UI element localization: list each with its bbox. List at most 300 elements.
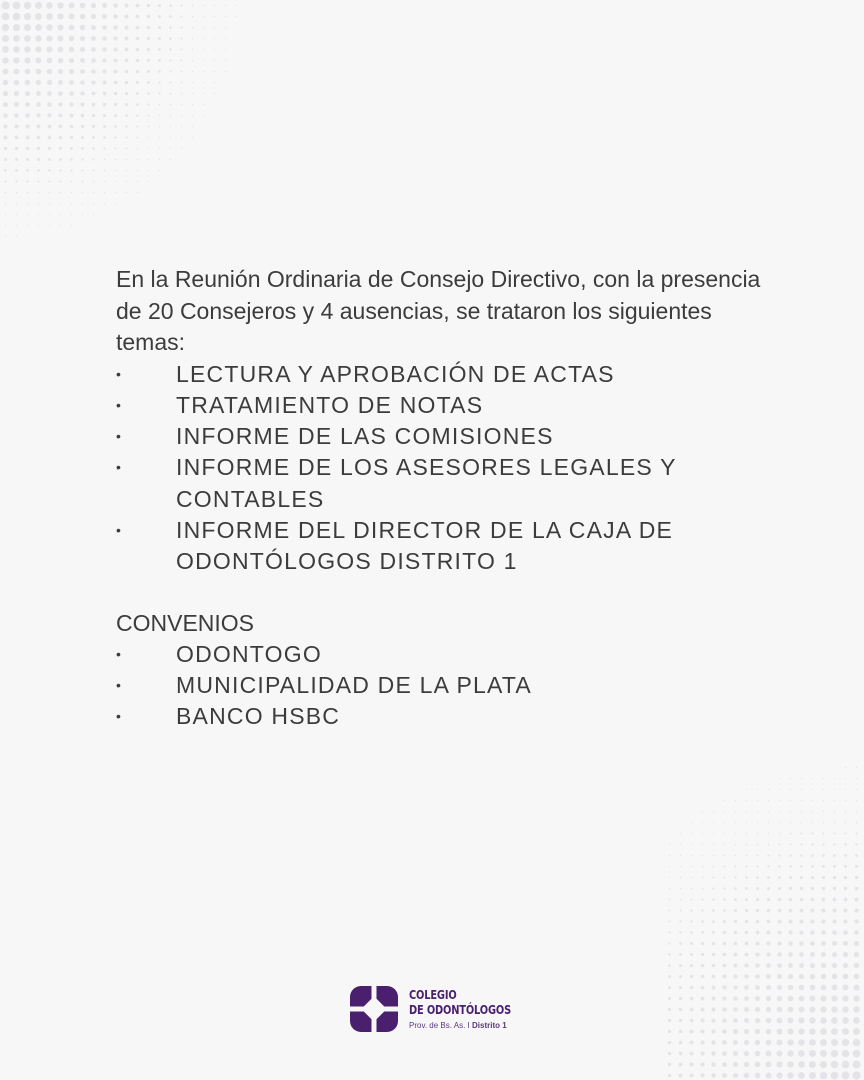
- decorative-dot: [843, 952, 848, 957]
- bullet: •: [116, 428, 121, 445]
- decorative-dot: [691, 866, 692, 867]
- decorative-dot: [225, 71, 226, 72]
- decorative-dot: [856, 800, 857, 801]
- decorative-dot: [735, 833, 736, 834]
- decorative-dot: [733, 963, 737, 967]
- decorative-dot: [680, 855, 681, 856]
- decorative-dot: [125, 48, 129, 52]
- decorative-dot: [668, 975, 671, 978]
- decorative-dot: [158, 37, 161, 40]
- decorative-dot: [766, 1040, 772, 1046]
- decorative-dot: [844, 887, 848, 891]
- decorative-dot: [822, 898, 826, 902]
- decorative-dot: [125, 81, 128, 84]
- decorative-dot: [125, 114, 128, 117]
- decorative-dot: [755, 996, 760, 1001]
- decorative-dot: [832, 941, 837, 946]
- decorative-dot: [59, 125, 63, 129]
- decorative-dot: [93, 214, 94, 215]
- decorative-dot: [114, 103, 117, 106]
- decorative-dot: [712, 964, 716, 968]
- decorative-dot: [790, 833, 792, 835]
- decorative-dot: [831, 995, 837, 1001]
- decorative-dot: [91, 47, 96, 52]
- decorative-dot: [668, 931, 670, 933]
- decorative-dot: [125, 37, 129, 41]
- decorative-dot: [690, 986, 693, 989]
- decorative-dot: [203, 104, 204, 105]
- decorative-dot: [24, 46, 31, 53]
- decorative-dot: [744, 963, 748, 967]
- decorative-dot: [126, 148, 128, 150]
- decorative-dot: [159, 137, 160, 138]
- decorative-dot: [60, 192, 62, 194]
- decorative-dot: [158, 59, 161, 62]
- decorative-dot: [70, 114, 74, 118]
- decorative-dot: [236, 16, 237, 17]
- decorative-dot: [810, 941, 815, 946]
- decorative-dot: [746, 822, 747, 823]
- decorative-dot: [756, 876, 759, 879]
- decorative-dot: [80, 80, 84, 84]
- decorative-dot: [800, 887, 803, 890]
- decorative-dot: [25, 91, 30, 96]
- decorative-dot: [91, 69, 95, 73]
- decorative-dot: [679, 1063, 683, 1067]
- decorative-dot: [147, 37, 150, 40]
- decorative-dot: [844, 865, 847, 868]
- decorative-dot: [701, 1008, 705, 1012]
- decorative-dot: [855, 876, 858, 879]
- bullet: •: [116, 676, 121, 693]
- decorative-dot: [766, 1018, 772, 1024]
- decorative-dot: [71, 203, 72, 204]
- decorative-dot: [691, 844, 692, 845]
- decorative-dot: [58, 80, 63, 85]
- decorative-dot: [3, 124, 7, 128]
- decorative-dot: [225, 5, 226, 6]
- decorative-dot: [38, 203, 39, 204]
- decorative-dot: [788, 996, 794, 1002]
- decorative-dot: [214, 38, 215, 39]
- decorative-dot: [69, 14, 75, 20]
- decorative-dot: [798, 1028, 804, 1034]
- logo-text: [409, 988, 533, 1032]
- decorative-dot: [104, 159, 106, 161]
- decorative-dot: [16, 225, 17, 226]
- decorative-dot: [236, 5, 237, 6]
- decorative-dot: [722, 1029, 727, 1034]
- decorative-dot: [92, 103, 96, 107]
- decorative-dot: [755, 1007, 760, 1012]
- decorative-dot: [777, 1018, 783, 1024]
- decorative-dot: [845, 800, 846, 801]
- decorative-dot: [181, 148, 182, 149]
- decorative-dot: [701, 898, 703, 900]
- decorative-dot: [700, 1040, 704, 1044]
- decorative-dot: [777, 1029, 783, 1035]
- decorative-dot: [755, 985, 760, 990]
- decorative-dot: [147, 48, 150, 51]
- decorative-dot: [81, 169, 83, 171]
- decorative-dot: [170, 93, 172, 95]
- logo-mark-icon: [350, 986, 398, 1032]
- decorative-dot: [15, 147, 18, 150]
- decorative-dot: [746, 800, 747, 801]
- decorative-dot: [71, 192, 73, 194]
- decorative-dot: [757, 844, 759, 846]
- decorative-dot: [38, 225, 39, 226]
- decorative-dot: [679, 953, 682, 956]
- decorative-dot: [702, 877, 704, 879]
- decorative-dot: [820, 1039, 827, 1046]
- decorative-dot: [36, 69, 42, 75]
- decorative-dot: [170, 115, 171, 116]
- decorative-dot: [745, 920, 748, 923]
- decorative-dot: [712, 887, 714, 889]
- decorative-dot: [48, 169, 50, 171]
- decorative-dot: [757, 833, 759, 835]
- decorative-dot: [114, 81, 118, 85]
- decorative-dot: [192, 16, 194, 18]
- decorative-dot: [36, 91, 41, 96]
- decorative-dot: [181, 126, 182, 127]
- decorative-dot: [26, 180, 28, 182]
- decorative-dot: [842, 1050, 850, 1058]
- decorative-dot: [788, 930, 792, 934]
- decorative-dots-top-left: [0, 0, 240, 260]
- decorative-dot: [4, 169, 7, 172]
- decorative-dot: [810, 963, 815, 968]
- decorative-dot: [137, 159, 138, 160]
- decorative-dot: [69, 36, 75, 42]
- decorative-dot: [779, 789, 780, 790]
- decorative-dot: [745, 876, 747, 878]
- decorative-dot: [711, 996, 715, 1000]
- decorative-dot: [691, 877, 693, 879]
- decorative-dot: [3, 69, 9, 75]
- decorative-dot: [776, 1050, 782, 1056]
- decorative-dot: [48, 158, 51, 161]
- decorative-dot: [148, 170, 149, 171]
- decorative-dot: [70, 125, 74, 129]
- decorative-dot: [787, 1039, 793, 1045]
- decorative-dot: [679, 942, 682, 945]
- decorative-dot: [668, 1063, 671, 1066]
- decorative-dot: [203, 82, 204, 83]
- decorative-dot: [723, 876, 725, 878]
- decorative-dot: [14, 102, 19, 107]
- decorative-dot: [766, 1073, 772, 1079]
- decorative-dot: [668, 986, 671, 989]
- decorative-dot: [823, 778, 824, 779]
- decorative-dot: [15, 169, 18, 172]
- decorative-dot: [25, 80, 30, 85]
- decorative-dot: [126, 181, 127, 182]
- decorative-dot: [680, 888, 682, 890]
- decorative-dot: [214, 49, 215, 50]
- decorative-dot: [181, 104, 182, 105]
- decorative-dot: [14, 69, 20, 75]
- decorative-dot: [13, 46, 20, 53]
- decorative-dot: [778, 909, 782, 913]
- decorative-dot: [790, 811, 791, 812]
- decorative-dot: [756, 854, 758, 856]
- decorative-dot: [690, 997, 694, 1001]
- decorative-dot: [789, 876, 792, 879]
- decorative-dot: [2, 24, 9, 31]
- decorative-dot: [91, 3, 96, 8]
- decorative-dot: [787, 1050, 793, 1056]
- decorative-dot: [735, 844, 737, 846]
- decorative-dot: [169, 70, 171, 72]
- decorative-dot: [58, 91, 63, 96]
- decorative-dot: [192, 82, 193, 83]
- decorative-dot: [679, 1041, 683, 1045]
- decorative-dot: [845, 789, 846, 790]
- decorative-dot: [136, 92, 139, 95]
- bullet: •: [116, 645, 121, 662]
- decorative-dot: [853, 1039, 860, 1046]
- decorative-dot: [4, 136, 8, 140]
- decorative-dot: [701, 931, 704, 934]
- decorative-dot: [811, 887, 814, 890]
- decorative-dot: [125, 70, 129, 74]
- decorative-dot: [13, 24, 20, 31]
- decorative-dot: [102, 25, 107, 30]
- decorative-dot: [788, 1007, 794, 1013]
- decorative-dot: [823, 800, 824, 801]
- colegio-logo: [350, 986, 530, 1036]
- decorative-dot: [113, 58, 117, 62]
- decorative-dot: [58, 102, 62, 106]
- decorative-dot: [790, 778, 791, 779]
- decorative-dot: [768, 811, 769, 812]
- decorative-dot: [723, 953, 727, 957]
- decorative-dot: [2, 35, 9, 42]
- decorative-dot: [93, 181, 95, 183]
- decorative-dot: [843, 908, 847, 912]
- decorative-dot: [125, 136, 127, 138]
- decorative-dot: [767, 898, 770, 901]
- decorative-dot: [115, 192, 116, 193]
- decorative-dot: [113, 3, 118, 8]
- decorative-dot: [734, 942, 738, 946]
- decorative-dot: [733, 985, 737, 989]
- decorative-dot: [811, 854, 814, 857]
- decorative-dot: [734, 953, 738, 957]
- decorative-dot: [711, 1018, 715, 1022]
- decorative-dot: [115, 170, 116, 171]
- decorative-dot: [820, 1028, 827, 1035]
- decorative-dot: [855, 843, 857, 845]
- decorative-dot: [60, 181, 62, 183]
- decorative-dot: [789, 920, 793, 924]
- decorative-dot: [103, 136, 106, 139]
- decorative-dot: [82, 192, 83, 193]
- decorative-dot: [181, 93, 183, 95]
- decorative-dot: [767, 865, 769, 867]
- decorative-dot: [852, 1071, 860, 1079]
- decorative-dot: [755, 1073, 761, 1079]
- decorative-dot: [5, 225, 6, 226]
- decorative-dot: [777, 985, 782, 990]
- decorative-dot: [80, 14, 86, 20]
- decorative-dot: [788, 941, 792, 945]
- decorative-dot: [3, 80, 9, 86]
- decorative-dot: [13, 13, 21, 21]
- decorative-dot: [1, 1, 9, 9]
- decorative-dot: [833, 854, 836, 857]
- decorative-dot: [856, 822, 858, 824]
- decorative-dot: [766, 1007, 771, 1012]
- decorative-dot: [843, 930, 848, 935]
- decorative-dot: [679, 964, 682, 967]
- decorative-dot: [147, 114, 149, 116]
- decorative-dot: [801, 789, 802, 790]
- decorative-dot: [57, 24, 63, 30]
- decorative-dot: [744, 1029, 749, 1034]
- decorative-dot: [147, 81, 150, 84]
- decorative-dot: [713, 855, 715, 857]
- decorative-dot: [713, 811, 714, 812]
- decorative-dot: [158, 81, 160, 83]
- decorative-dot: [192, 137, 193, 138]
- decorative-dot: [49, 192, 51, 194]
- decorative-dot: [778, 898, 781, 901]
- decorative-dot: [702, 866, 704, 868]
- decorative-dot: [812, 811, 813, 812]
- decorative-dot: [5, 214, 6, 215]
- decorative-dot: [668, 1008, 671, 1011]
- list-item: • MUNICIPALIDAD DE LA PLATA: [116, 670, 776, 701]
- decorative-dot: [798, 1061, 805, 1068]
- decorative-dot: [822, 843, 824, 845]
- decorative-dot: [125, 103, 128, 106]
- decorative-dot: [91, 14, 96, 19]
- decorative-dot: [766, 974, 771, 979]
- decorative-dot: [855, 898, 859, 902]
- decorative-dot: [27, 225, 28, 226]
- decorative-dot: [856, 778, 857, 779]
- decorative-dot: [158, 92, 160, 94]
- decorative-dot: [214, 5, 215, 6]
- decorative-dot: [147, 70, 150, 73]
- decorative-dot: [203, 60, 204, 61]
- decorative-dot: [679, 1030, 683, 1034]
- bullet: •: [116, 521, 121, 538]
- decorative-dot: [170, 104, 172, 106]
- decorative-dot: [27, 192, 29, 194]
- decorative-dot: [47, 58, 53, 64]
- decorative-dot: [767, 909, 770, 912]
- decorative-dot: [766, 1062, 772, 1068]
- decorative-dot: [669, 844, 670, 845]
- decorative-dot: [744, 1062, 749, 1067]
- decorative-dot: [845, 811, 847, 813]
- decorative-dot: [679, 997, 682, 1000]
- decorative-dot: [690, 909, 692, 911]
- decorative-dot: [700, 1062, 704, 1066]
- decorative-dot: [69, 25, 75, 31]
- decorative-dot: [702, 844, 703, 845]
- decorative-dot: [82, 214, 83, 215]
- decorative-dot: [69, 47, 74, 52]
- decorative-dot: [745, 931, 749, 935]
- decorative-dot: [181, 137, 182, 138]
- decorative-dot: [203, 49, 204, 50]
- decorative-dot: [767, 887, 770, 890]
- list-item: • TRATAMIENTO DE NOTAS: [116, 390, 776, 421]
- decorative-dot: [755, 1051, 761, 1057]
- decorative-dot: [71, 214, 72, 215]
- decorative-dot: [93, 192, 94, 193]
- bullet: •: [116, 396, 121, 413]
- decorative-dot: [800, 843, 802, 845]
- decorative-dot: [81, 147, 84, 150]
- decorative-dot: [35, 13, 42, 20]
- decorative-dot: [14, 91, 19, 96]
- decorative-dot: [734, 865, 736, 867]
- decorative-dot: [744, 1007, 749, 1012]
- decorative-dot: [745, 898, 748, 901]
- decorative-dot: [158, 4, 161, 7]
- decorative-dot: [5, 203, 7, 205]
- decorative-dot: [713, 844, 714, 845]
- decorative-dot: [124, 3, 128, 7]
- decorative-dot: [801, 833, 803, 835]
- decorative-dot: [776, 1039, 782, 1045]
- decorative-dot: [59, 169, 61, 171]
- decorative-dot: [700, 1073, 704, 1077]
- decorative-dot: [148, 159, 149, 160]
- decorative-dot: [214, 16, 215, 17]
- decorative-dot: [35, 2, 42, 9]
- decorative-dot: [169, 15, 172, 18]
- decorative-dot: [48, 147, 51, 150]
- decorative-dot: [113, 25, 117, 29]
- decorative-dot: [735, 811, 736, 812]
- decorative-dot: [192, 27, 194, 29]
- decorative-dot: [810, 974, 815, 979]
- decorative-dot: [799, 985, 805, 991]
- decorative-dot: [734, 898, 737, 901]
- decorative-dot: [799, 919, 803, 923]
- decorative-dot: [690, 920, 692, 922]
- decorative-dot: [147, 15, 150, 18]
- decorative-dot: [756, 920, 760, 924]
- decorative-dot: [92, 92, 96, 96]
- decorative-dot: [855, 854, 858, 857]
- decorative-dot: [832, 963, 837, 968]
- decorative-dot: [70, 136, 73, 139]
- decorative-dot: [669, 888, 670, 889]
- decorative-dot: [733, 1062, 738, 1067]
- decorative-dot: [844, 843, 846, 845]
- decorative-dot: [744, 952, 748, 956]
- decorative-dot: [735, 855, 737, 857]
- decorative-dot: [147, 59, 150, 62]
- decorative-dot: [798, 1017, 804, 1023]
- decorative-dot: [854, 930, 859, 935]
- decorative-dot: [38, 192, 40, 194]
- decorative-dot: [147, 103, 149, 105]
- decorative-dot: [831, 1050, 838, 1057]
- decorative-dot: [768, 822, 769, 823]
- decorative-dot: [744, 974, 748, 978]
- decorative-dot: [811, 865, 814, 868]
- decorative-dot: [114, 136, 116, 138]
